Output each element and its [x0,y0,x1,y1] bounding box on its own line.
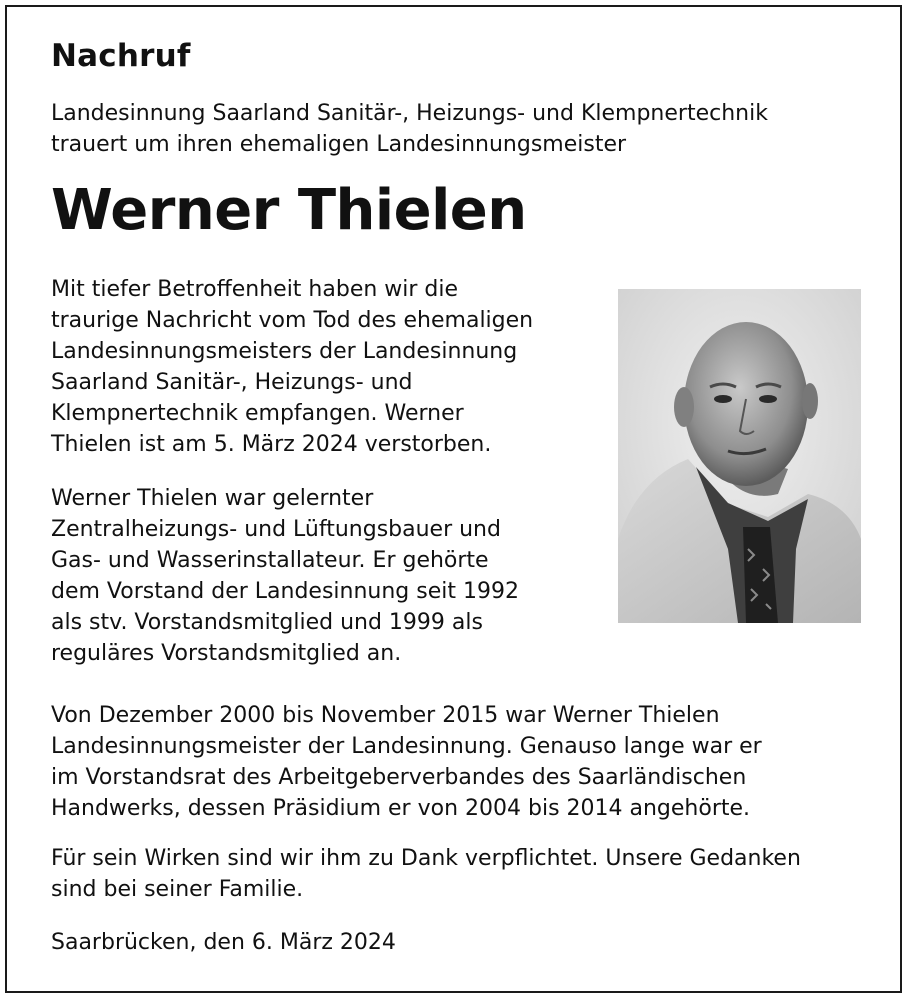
text-line: Landesinnungsmeisters der Landesinnung [51,339,518,364]
text-line: Werner Thielen war gelernter [51,486,374,511]
text-line: dem Vorstand der Landesinnung seit 1992 [51,579,519,604]
text-line: Landesinnungsmeister der Landesinnung. Genauso lange war er [51,734,762,759]
deceased-name: Werner Thielen [51,178,527,243]
text-line: Gas- und Wasserinstallateur. Er gehörte [51,548,489,573]
paragraph-office [51,700,762,824]
text-line: Saarland Sanitär-, Heizungs- und [51,370,413,395]
text-line: reguläres Vorstandsmitglied an. [51,641,402,666]
text-line: als stv. Vorstandsmitglied und 1999 als [51,610,483,635]
paragraph-thanks [51,843,801,905]
portrait-photo [618,289,861,623]
paragraph-announcement [51,274,533,460]
text-line: im Vorstandsrat des Arbeitgeberverbandes des Saarländischen [51,765,747,790]
text-line: Klempnertechnik empfangen. Werner [51,401,464,426]
notice-heading: Nachruf [51,38,191,74]
text-line: traurige Nachricht vom Tod des ehemaligen [51,308,534,333]
paragraph-career [51,483,519,669]
text-line: sind bei seiner Familie. [51,877,304,902]
text-line: Handwerks, dessen Präsidium er von 2004 bis 2014 angehörte. [51,796,751,821]
text-line: Zentralheizungs- und Lüftungsbauer und [51,517,501,542]
text-line: Thielen ist am 5. März 2024 verstorben. [51,432,492,457]
intro-line: trauert um ihren ehemaligen Landesinnungsmeister [51,132,627,157]
place-date: Saarbrücken, den 6. März 2024 [51,930,396,955]
intro-text [51,98,768,160]
text-line: Für sein Wirken sind wir ihm zu Dank verpflichtet. Unsere Gedanken [51,846,801,871]
text-line: Mit tiefer Betroffenheit haben wir die [51,277,459,302]
text-line: Von Dezember 2000 bis November 2015 war Werner Thielen [51,703,720,728]
intro-line: Landesinnung Saarland Sanitär-, Heizungs- und Klempnertechnik [51,101,768,126]
